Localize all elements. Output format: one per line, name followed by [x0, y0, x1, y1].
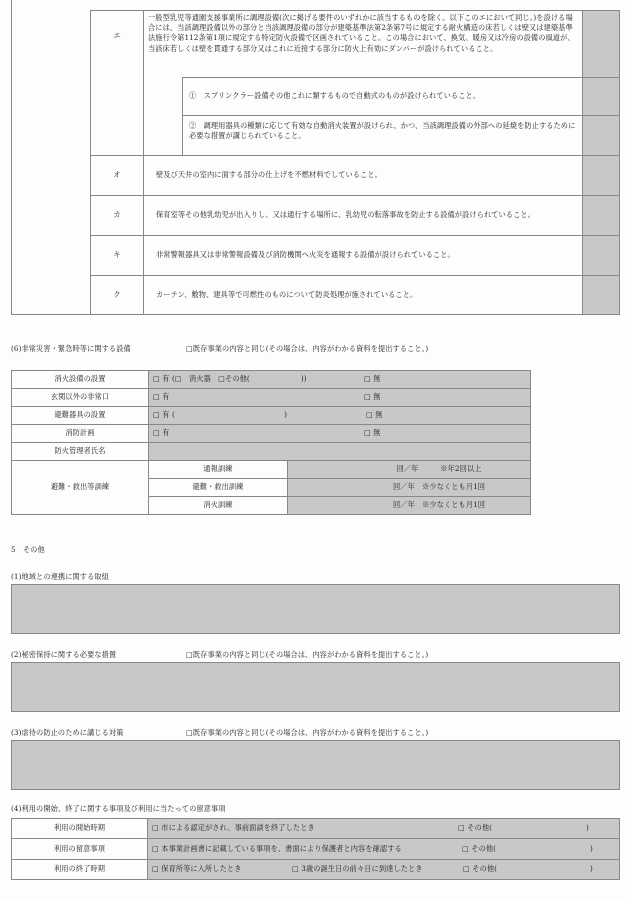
subsection-title: (1)地域との連携に関する取組	[11, 572, 109, 581]
subsection-title: (4)利用の開始、終了に関する事項及び利用に当たっての留意事項	[11, 804, 226, 813]
row-label: 利用の開始時期	[53, 823, 105, 833]
yes-option[interactable]: □ 有 ( )	[153, 410, 288, 420]
no-option[interactable]: □ 無	[366, 410, 383, 420]
option-checkbox[interactable]: □ 市による認定がされ、事前面談を終了したとき	[152, 823, 315, 833]
row-label: 防火管理者氏名	[54, 446, 106, 456]
row-label: 利用の留意事項	[53, 843, 105, 853]
drill-name: 通報訓練	[203, 464, 233, 474]
drill-name: 避難・救出訓練	[192, 482, 244, 492]
row-text: 非常警報器具又は非常警報設備及び消防機関へ火災を通報する設備が設けられていること。	[156, 250, 455, 260]
option-checkbox[interactable]: □ 3歳の誕生日の前々日に到達したとき	[292, 864, 423, 874]
row-key: ク	[113, 289, 121, 299]
same-as-existing-checkbox[interactable]: □既存事業の内容と同じ(その場合は、内容がわかる資料を提出すること。)	[186, 344, 429, 353]
yes-option[interactable]: □ 有	[153, 428, 170, 438]
row-key: エ	[113, 30, 121, 40]
row-label: 玄関以外の非常口	[50, 392, 110, 402]
row-text: 壁及び天井の室内に面する部分の仕上げを不燃材料でしていること。	[156, 170, 382, 180]
row-text: 一般型乳児等通園支援事業所に調理設備(次に掲げる要件のいずれかに該当するものを除く。以下このエにおいて同じ。)を設ける場合には、当該調理設備以外の部分と当該調理設備の部分が建築基準法第2条第7号に規定する耐火構造の床若しくは壁又は建築基準法施行令第112条第1項に規定する特定防火設備で区画されていること。この場合において、換気、暖房又は冷房の設備の風道が、当該床若しくは壁を貫通する部分又はこれに近接する部分に防火上有効にダンパーが設けられていること。	[148, 13, 575, 53]
row-label: 利用の終了時期	[53, 864, 105, 874]
row-key: カ	[113, 210, 121, 220]
option-checkbox[interactable]: □ 本事業計画書に記載している事項を、書面により保護者と内容を確認する	[152, 843, 402, 853]
yes-option[interactable]: □ 有	[153, 392, 170, 402]
other-option-checkbox[interactable]: □ その他(	[462, 843, 497, 853]
row-label: 消火設備の設置	[54, 374, 106, 384]
section-title: 5 その他	[11, 545, 45, 554]
other-option-checkbox[interactable]: □ その他(	[458, 823, 493, 833]
section-title: (6)非常災害・緊急時等に関する設備	[11, 344, 131, 353]
community-collaboration-textarea[interactable]	[11, 584, 620, 634]
table-border	[11, 314, 620, 315]
drill-name: 消火訓練	[203, 500, 233, 510]
yes-option[interactable]: □ 有 (□ 消火器 □その他( ))	[153, 374, 307, 384]
subsection-title: (2)秘密保持に関する必要な措置	[11, 650, 117, 659]
confidentiality-textarea[interactable]	[11, 662, 620, 712]
sub-item-text: ① スプリンクラー設備その他これに類するもので自動式のものが設けられていること。	[189, 91, 481, 101]
row-key: オ	[113, 170, 121, 180]
option-checkbox[interactable]: □ 保育所等に入所したとき	[152, 864, 242, 874]
abuse-prevention-textarea[interactable]	[11, 740, 620, 790]
drill-frequency-input[interactable]: 回／年 ※年2回以上	[396, 464, 482, 474]
table-border	[90, 10, 620, 11]
drill-frequency-input[interactable]: 回／年 ※少なくとも月1回	[392, 500, 486, 510]
check-column[interactable]	[583, 11, 619, 314]
row-text: カーテン、敷物、建具等で可燃性のものについて防炎処理が施されていること。	[156, 289, 418, 299]
row-label: 避難器具の設置	[54, 410, 106, 420]
paren-close: )	[590, 864, 593, 874]
other-option-checkbox[interactable]: □ その他(	[463, 864, 498, 874]
row-key: キ	[113, 250, 121, 260]
no-option[interactable]: □ 無	[364, 392, 381, 402]
fire-manager-name-input[interactable]	[149, 443, 530, 460]
row-text: 保育室等その他乳幼児が出入りし、又は通行する場所に、乳幼児の転落事故を防止する設備が設けられていること。	[156, 210, 535, 220]
table-border	[11, 0, 12, 315]
row-label: 避難・救出等訓練	[50, 482, 110, 492]
table-border	[619, 10, 620, 315]
no-option[interactable]: □ 無	[364, 428, 381, 438]
drill-frequency-input[interactable]: 回／年 ※少なくとも月1回	[392, 482, 486, 492]
same-as-existing-checkbox[interactable]: □既存事業の内容と同じ(その場合は、内容がわかる資料を提出すること。)	[186, 728, 429, 737]
row-label: 消防計画	[65, 428, 95, 438]
table-border	[182, 115, 620, 116]
paren-close: )	[586, 823, 589, 833]
no-option[interactable]: □ 無	[364, 374, 381, 384]
sub-item-text: ② 調理用器具の種類に応じて有効な自動消火装置が設けられ、かつ、当該調理設備の外部への延焼を防止するために必要な措置が講じられていること。	[189, 121, 576, 141]
paren-close: )	[590, 843, 593, 853]
subsection-title: (3)虐待の防止のために講じる対策	[11, 728, 124, 737]
same-as-existing-checkbox[interactable]: □既存事業の内容と同じ(その場合は、内容がわかる資料を提出すること。)	[186, 650, 429, 659]
